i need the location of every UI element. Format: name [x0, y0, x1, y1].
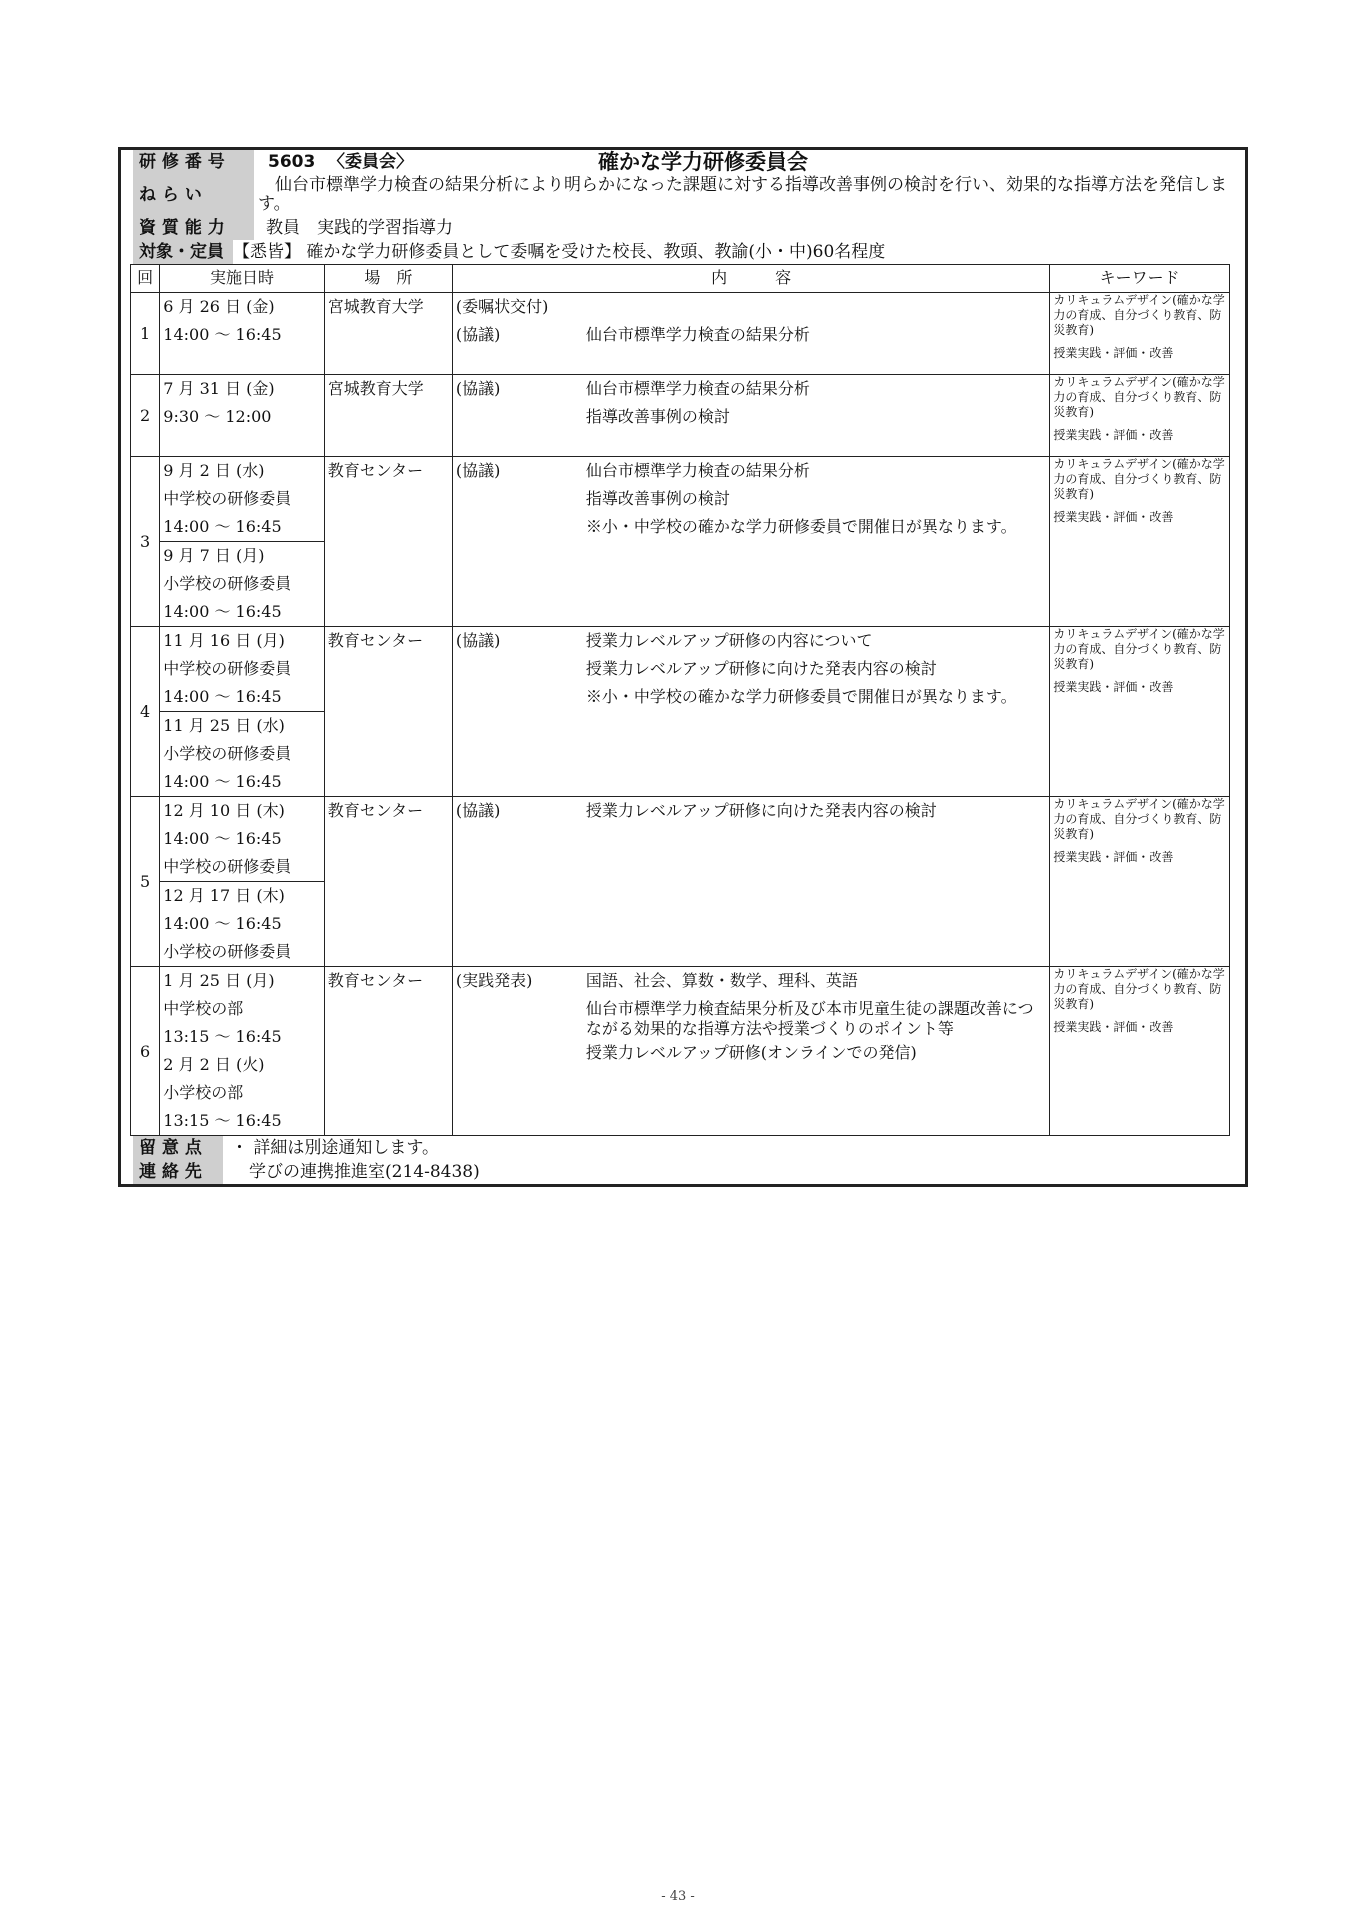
- notes-label: 留 意 点: [133, 1136, 223, 1160]
- session-number: 5: [131, 797, 160, 967]
- content-line: ※小・中学校の確かな学力研修委員で開催日が異なります。: [585, 687, 1017, 706]
- competency-text: 教員 実践的学習指導力: [266, 218, 453, 238]
- contact-label: 連 絡 先: [133, 1160, 223, 1184]
- session-group: 小学校の部: [163, 1083, 244, 1102]
- session-group: 小学校の研修委員: [163, 942, 292, 961]
- training-number-row: [133, 150, 1229, 174]
- session-group: 小学校の研修委員: [163, 574, 292, 593]
- table-header-row: [131, 265, 1230, 293]
- notes-row: [133, 1136, 1229, 1160]
- aim-label: ね ら い: [133, 174, 254, 216]
- session-time: 14:00 〜 16:45: [163, 772, 282, 791]
- session-date: 11 月 25 日 (水): [163, 716, 285, 735]
- session-keywords: [1050, 797, 1230, 967]
- session-time: 9:30 〜 12:00: [163, 407, 272, 426]
- session-number: 4: [131, 627, 160, 797]
- session-place: 教育センター: [324, 797, 452, 967]
- schedule-table: [130, 264, 1230, 1136]
- schedule-body: [131, 293, 1230, 1136]
- session-dates: [160, 797, 324, 967]
- session-dates: [160, 967, 324, 1136]
- session-place: 宮城教育大学: [324, 293, 452, 375]
- session-time: 13:15 〜 16:45: [163, 1027, 282, 1046]
- keyword: カリキュラムデザイン(確かな学力の育成、自分づくり教育、防災教育): [1053, 627, 1225, 671]
- training-number: 5603: [268, 152, 316, 172]
- notes-text: ・ 詳細は別途通知します。: [231, 1138, 440, 1158]
- session-time: 14:00 〜 16:45: [163, 829, 282, 848]
- session-date: 12 月 10 日 (木): [163, 801, 285, 820]
- contact-text: 学びの連携推進室(214-8438): [249, 1162, 480, 1182]
- table-row: [131, 293, 1230, 375]
- column-header: 場 所: [324, 265, 452, 293]
- session-time: 14:00 〜 16:45: [163, 687, 282, 706]
- table-row: [131, 375, 1230, 457]
- competency-label: 資 質 能 力: [133, 216, 254, 240]
- session-keywords: [1050, 967, 1230, 1136]
- content-line: (協議) 仙台市標準学力検査の結果分析: [455, 461, 810, 480]
- column-header: 内 容: [452, 265, 1049, 293]
- session-dates: [160, 375, 324, 457]
- content-line: 授業力レベルアップ研修(オンラインでの発信): [585, 1043, 917, 1062]
- table-row: [131, 627, 1230, 797]
- keyword: 授業実践・評価・改善: [1053, 510, 1174, 524]
- table-row: [131, 457, 1230, 627]
- session-date: 12 月 17 日 (木): [163, 886, 285, 905]
- session-time: 13:15 〜 16:45: [163, 1111, 282, 1130]
- session-group: 中学校の研修委員: [163, 489, 292, 508]
- aim-row: [133, 174, 1229, 216]
- contact-row: [133, 1160, 1229, 1184]
- target-label: 対象・定員: [133, 240, 233, 264]
- training-number-label: 研 修 番 号: [133, 150, 254, 174]
- keyword: カリキュラムデザイン(確かな学力の育成、自分づくり教育、防災教育): [1053, 293, 1225, 337]
- session-time: 14:00 〜 16:45: [163, 914, 282, 933]
- keyword: カリキュラムデザイン(確かな学力の育成、自分づくり教育、防災教育): [1053, 967, 1225, 1011]
- session-content: [452, 457, 1049, 627]
- session-date-block: [160, 711, 323, 796]
- aim-text: 仙台市標準学力検査の結果分析により明らかになった課題に対する指導改善事例の検討を行い、効果的な指導方法を発信します。: [258, 175, 1227, 214]
- training-category: 〈委員会〉: [328, 152, 413, 172]
- content-line: 仙台市標準学力検査結果分析及び本市児童生徒の課題改善につながる効果的な指導方法や授業づくりのポイント等: [585, 999, 1034, 1038]
- keyword: 授業実践・評価・改善: [1053, 680, 1174, 694]
- session-place: 教育センター: [324, 967, 452, 1136]
- session-content: [452, 627, 1049, 797]
- session-group: 中学校の研修委員: [163, 857, 292, 876]
- session-number: 6: [131, 967, 160, 1136]
- session-time: 14:00 〜 16:45: [163, 602, 282, 621]
- content-line: 授業力レベルアップ研修に向けた発表内容の検討: [585, 659, 937, 678]
- content-line: (実践発表) 国語、社会、算数・数学、理科、英語: [455, 971, 858, 990]
- page-number: - 43 -: [661, 1889, 695, 1904]
- session-group: 中学校の部: [163, 999, 244, 1018]
- session-content: [452, 967, 1049, 1136]
- keyword: 授業実践・評価・改善: [1053, 346, 1174, 360]
- session-date: 9 月 2 日 (水): [163, 461, 265, 480]
- target-row: [133, 240, 1229, 264]
- column-header: 実施日時: [160, 265, 324, 293]
- session-date: 9 月 7 日 (月): [163, 546, 265, 565]
- content-line: (協議) 仙台市標準学力検査の結果分析: [455, 325, 810, 344]
- session-content: [452, 797, 1049, 967]
- keyword: カリキュラムデザイン(確かな学力の育成、自分づくり教育、防災教育): [1053, 457, 1225, 501]
- content-line: (協議) 仙台市標準学力検査の結果分析: [455, 379, 810, 398]
- session-keywords: [1050, 457, 1230, 627]
- keyword: カリキュラムデザイン(確かな学力の育成、自分づくり教育、防災教育): [1053, 375, 1225, 419]
- table-row: [131, 797, 1230, 967]
- session-date: 11 月 16 日 (月): [163, 631, 285, 650]
- session-date: 2 月 2 日 (火): [163, 1055, 265, 1074]
- session-place: 教育センター: [324, 457, 452, 627]
- keyword: カリキュラムデザイン(確かな学力の育成、自分づくり教育、防災教育): [1053, 797, 1225, 841]
- session-number: 1: [131, 293, 160, 375]
- session-place: 宮城教育大学: [324, 375, 452, 457]
- session-keywords: [1050, 375, 1230, 457]
- table-row: [131, 967, 1230, 1136]
- keyword: 授業実践・評価・改善: [1053, 428, 1174, 442]
- keyword: 授業実践・評価・改善: [1053, 850, 1174, 864]
- content-line: (協議) 授業力レベルアップ研修の内容について: [455, 631, 873, 650]
- content-line: 指導改善事例の検討: [585, 489, 730, 508]
- page-title: 確かな学力研修委員会: [598, 150, 808, 174]
- target-text: 【悉皆】 確かな学力研修委員として委嘱を受けた校長、教頭、教諭(小・中)60名程度: [233, 242, 886, 262]
- session-keywords: [1050, 293, 1230, 375]
- session-place: 教育センター: [324, 627, 452, 797]
- session-group: 中学校の研修委員: [163, 659, 292, 678]
- session-date-block: [160, 881, 323, 966]
- training-sheet: [118, 147, 1248, 1187]
- session-keywords: [1050, 627, 1230, 797]
- session-time: 14:00 〜 16:45: [163, 517, 282, 536]
- session-number: 2: [131, 375, 160, 457]
- session-date: 1 月 25 日 (月): [163, 971, 275, 990]
- session-dates: [160, 457, 324, 627]
- content-line: ※小・中学校の確かな学力研修委員で開催日が異なります。: [585, 517, 1017, 536]
- content-line: 指導改善事例の検討: [585, 407, 730, 426]
- session-date: 7 月 31 日 (金): [163, 379, 275, 398]
- training-frame: [118, 147, 1248, 1187]
- keyword: 授業実践・評価・改善: [1053, 1020, 1174, 1034]
- session-time: 14:00 〜 16:45: [163, 325, 282, 344]
- column-header: キーワード: [1050, 265, 1230, 293]
- session-date: 6 月 26 日 (金): [163, 297, 275, 316]
- content-line: (協議) 授業力レベルアップ研修に向けた発表内容の検討: [455, 801, 937, 820]
- session-group: 小学校の研修委員: [163, 744, 292, 763]
- session-content: [452, 293, 1049, 375]
- session-content: [452, 375, 1049, 457]
- content-line: (委嘱状交付): [455, 297, 549, 316]
- session-number: 3: [131, 457, 160, 627]
- session-dates: [160, 293, 324, 375]
- session-date-block: [160, 541, 323, 626]
- competency-row: [133, 216, 1229, 240]
- session-dates: [160, 627, 324, 797]
- column-header: 回: [131, 265, 160, 293]
